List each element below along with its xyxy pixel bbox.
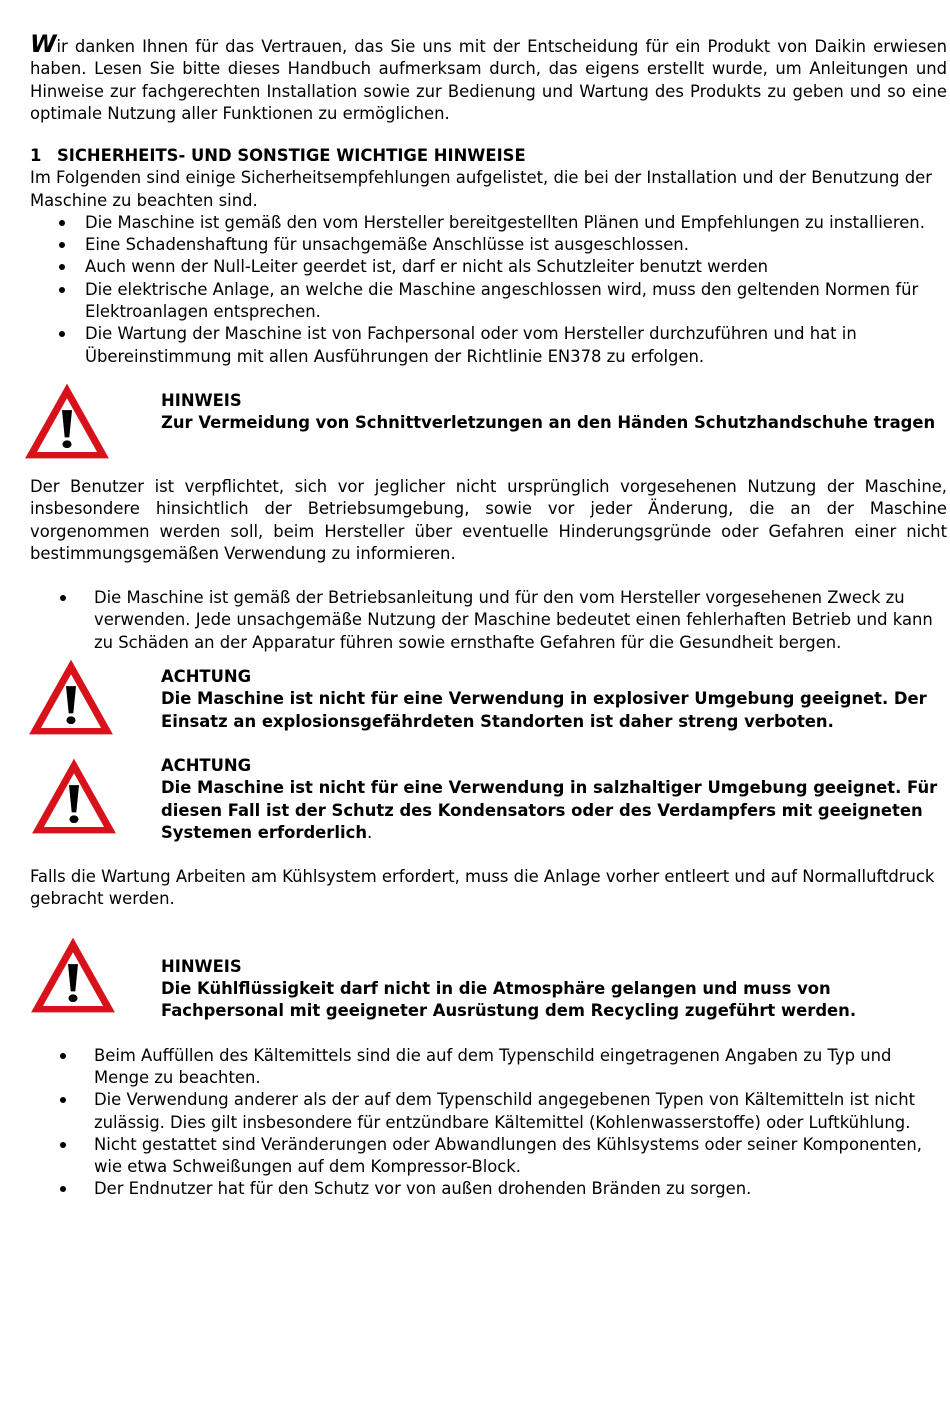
notice-label: HINWEIS	[161, 956, 242, 976]
intro-text: ir danken Ihnen für das Vertrauen, das Sie uns mit der Entscheidung für ein Produkt von Daikin erwiesen haben. Lesen Sie bitte dieses Handbuch aufmerksam durch, das eigens erstellt wurde, um Anleitungen und Hinweise zur fachgerechten Installation sowie zur Bedienung und Wartung des Produkts zu geben und so eine optimale Nutzung aller Funktionen zu ermöglichen.	[30, 37, 947, 123]
list-item: Die Verwendung anderer als der auf dem Typenschild angegebenen Typen von Kältemitteln ist nicht zulässig. Dies gilt insbesondere für entzündbare Kältemittel (Kohlenwasserstoffe) oder Luftkühlung.	[30, 1089, 947, 1134]
paragraph-service: Falls die Wartung Arbeiten am Kühlsystem erfordert, muss die Anlage vorher entleert und auf Normalluftdruck gebracht werden.	[30, 867, 935, 909]
bullet-icon	[60, 1142, 66, 1148]
bullet-icon	[59, 242, 65, 248]
section-heading	[30, 145, 947, 167]
bullet-icon	[60, 1053, 66, 1059]
intro-paragraph	[30, 30, 947, 123]
list-item: Der Endnutzer hat für den Schutz vor von außen drohenden Bränden zu sorgen.	[30, 1178, 947, 1200]
list-item: Eine Schadenshaftung für unsachgemäße Anschlüsse ist ausgeschlossen.	[30, 234, 947, 256]
bullet-icon	[60, 595, 66, 601]
notice-text	[161, 666, 947, 733]
section-lead: Im Folgenden sind einige Sicherheitsempfehlungen aufgelistet, die bei der Installation und der Benutzung der Maschine zu beachten sind.	[30, 168, 932, 210]
bullet-icon	[60, 1097, 66, 1103]
paragraph-user-obligation: Der Benutzer ist verpflichtet, sich vor jeglicher nicht ursprünglich vorgesehenen Nutzung der Maschine, insbesondere hinsichtlich der Betriebsumgebung, sowie vor jeder Änderung, die an der Maschine vorgenommen werden soll, beim Hersteller über eventuelle Hinderungsgründe oder Gefahren einer nicht bestimmungsgemäßen Verwendung zu informieren.	[30, 476, 947, 563]
list-item: Beim Auffüllen des Kältemittels sind die auf dem Typenschild eingetragenen Angaben zu Typ und Menge zu beachten.	[30, 1045, 947, 1090]
notice-body: Die Kühlflüssigkeit darf nicht in die Atmosphäre gelangen und muss von Fachpersonal mit geeigneter Ausrüstung dem Recycling zugeführt werden.	[161, 978, 857, 1021]
list-item: Die Wartung der Maschine ist von Fachpersonal oder vom Hersteller durchzuführen und hat in Übereinstimmung mit allen Ausführungen der Richtlinie EN378 zu erfolgen.	[30, 323, 947, 368]
notice-label: ACHTUNG	[161, 756, 252, 776]
bullet-icon	[60, 1186, 66, 1192]
bullet-list-installation	[30, 212, 947, 368]
list-item: Nicht gestattet sind Veränderungen oder Abwandlungen des Kühlsystems oder seiner Komponenten, wie etwa Schweißungen auf dem Kompressor-Block.	[30, 1134, 947, 1179]
bullet-icon	[59, 264, 65, 270]
notice-refrigerant	[30, 956, 947, 1023]
warning-triangle-icon	[25, 656, 117, 738]
list-item: Die Maschine ist gemäß den vom Hersteller bereitgestellten Plänen und Empfehlungen zu installieren.	[30, 212, 947, 234]
notice-label: HINWEIS	[161, 390, 242, 410]
intro-initial: W	[30, 30, 57, 58]
notice-text	[161, 956, 947, 1023]
warning-triangle-icon	[28, 755, 120, 837]
bullet-list-refrigerant	[30, 1045, 947, 1201]
notice-label: ACHTUNG	[161, 667, 252, 687]
list-item: Auch wenn der Null-Leiter geerdet ist, darf er nicht als Schutzleiter benutzt werden	[30, 256, 947, 278]
bullet-icon	[59, 220, 65, 226]
warning-triangle-icon	[27, 934, 119, 1016]
warning-triangle-icon	[21, 380, 113, 462]
notice-gloves	[30, 390, 947, 462]
bullet-icon	[59, 331, 65, 337]
document-page	[30, 30, 947, 1201]
notice-body: Die Maschine ist nicht für eine Verwendung in salzhaltiger Umgebung geeignet. Für diesen Fall ist der Schutz des Kondensators oder des Verdampfers mit geeigneten Systemen erforderlich.	[161, 778, 938, 842]
section-title: SICHERHEITS- UND SONSTIGE WICHTIGE HINWEISE	[57, 146, 526, 165]
notice-text	[161, 390, 947, 435]
list-item: Die Maschine ist gemäß der Betriebsanleitung und für den vom Hersteller vorgesehenen Zweck zu verwenden. Jede unsachgemäße Nutzung der Maschine bedeutet einen fehlerhaften Betrieb und kann zu Schäden an der Apparatur führen sowie ernsthafte Gefahren für die Gesundheit bergen.	[30, 587, 947, 654]
notice-text	[161, 755, 947, 844]
bullet-icon	[59, 287, 65, 293]
list-item: Die elektrische Anlage, an welche die Maschine angeschlossen wird, muss den geltenden Normen für Elektroanlagen entsprechen.	[30, 279, 947, 324]
notice-body: Die Maschine ist nicht für eine Verwendung in explosiver Umgebung geeignet. Der Einsatz an explosionsgefährdeten Standorten ist daher streng verboten.	[161, 689, 927, 731]
notice-body: Zur Vermeidung von Schnittverletzungen an den Händen Schutzhandschuhe tragen	[161, 413, 936, 433]
notice-salt	[30, 755, 947, 844]
notice-explosive	[30, 666, 947, 733]
bullet-list-usage	[30, 587, 947, 654]
section-number: 1	[30, 146, 42, 165]
